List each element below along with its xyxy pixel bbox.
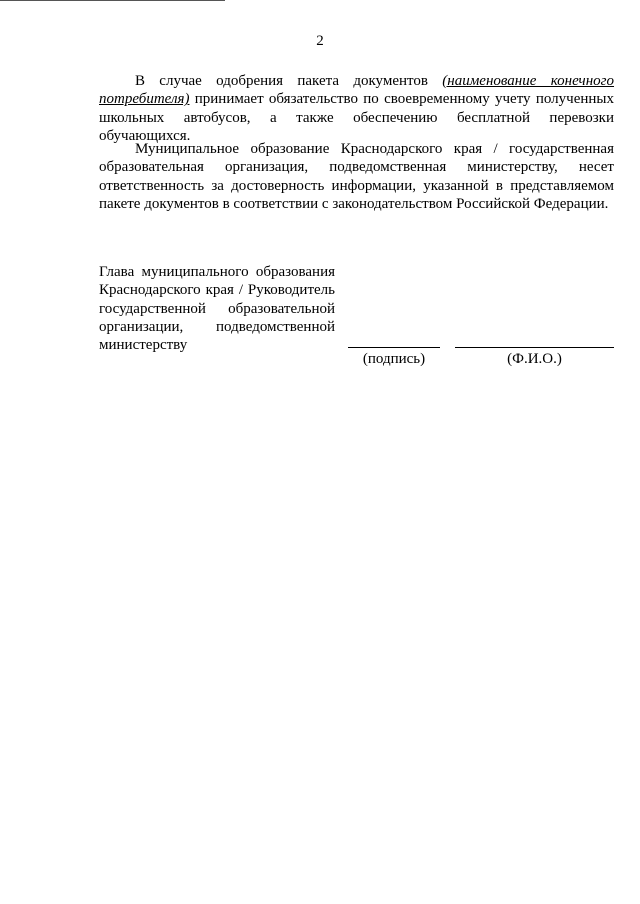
- full-name-line: [455, 347, 614, 348]
- signature-line: [348, 347, 440, 348]
- paragraph-responsibility: Муниципальное образование Краснодарского края / государственная образовательная организация, подведомственная министерству, несет ответственность за достоверность информации, указанной в представляемом пакете документов в соответствии с законодательством Российской Федерации.: [99, 141, 614, 212]
- signature-caption: (подпись): [362, 351, 426, 367]
- paragraph-obligation: [99, 72, 614, 145]
- full-name-caption: (Ф.И.О.): [507, 351, 562, 367]
- end-consumer-placeholder: (наименование конечного потребителя): [99, 73, 615, 108]
- signer-title: Глава муниципального образования Краснодарского края / Руководитель государственной образовательной организации, подведомственной министерству: [99, 264, 335, 354]
- page-number: 2: [316, 33, 324, 49]
- paragraph-obligation-start: В случае одобрения пакета документов: [135, 73, 443, 89]
- top-rule: [0, 0, 225, 1]
- paragraph-obligation-end: принимает обязательство по своевременному учету полученных школьных автобусов, а также обеспечению бесплатной перевозки обучающихся.: [99, 91, 614, 144]
